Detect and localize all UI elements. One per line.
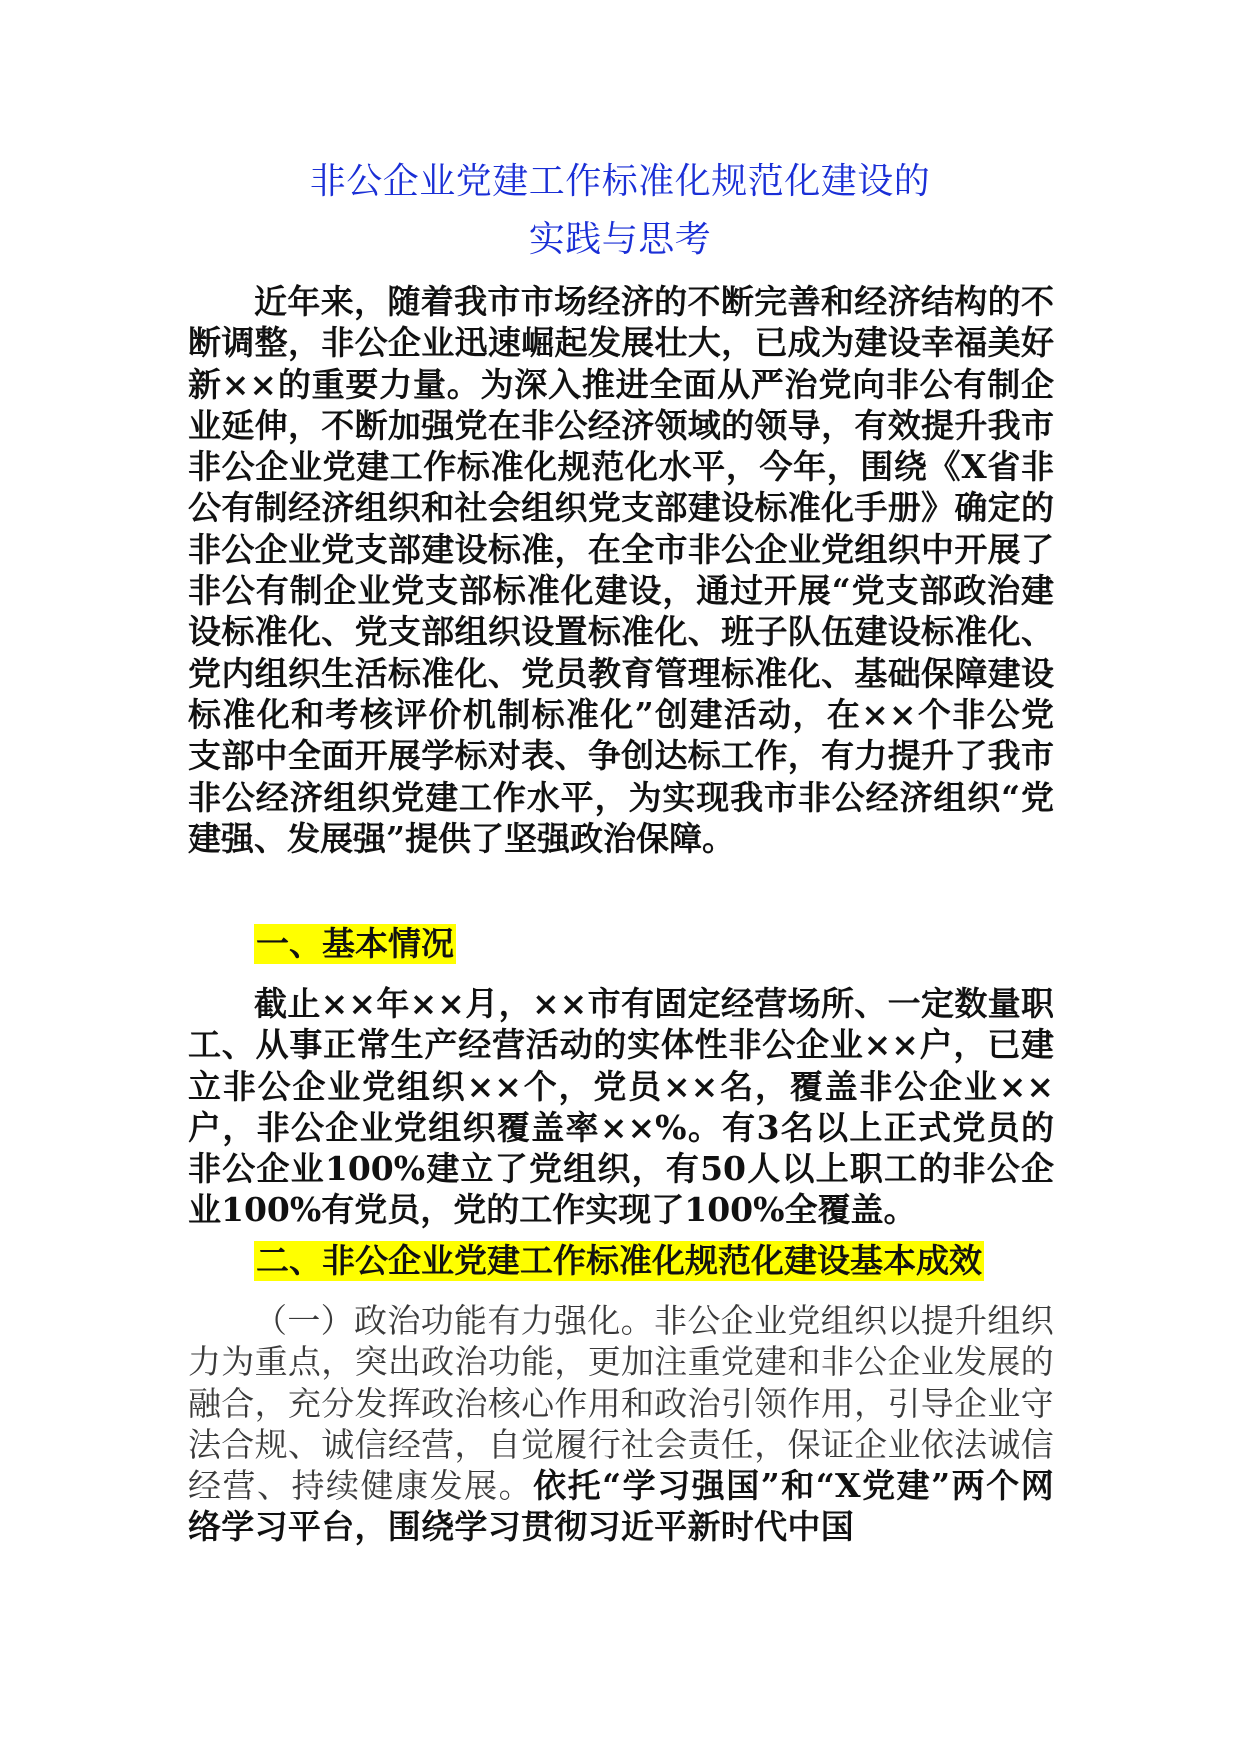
document-title-line-1: 非公企业党建工作标准化规范化建设的 <box>309 161 931 202</box>
document-title-line-2: 实践与思考 <box>528 219 712 260</box>
section-heading-achievements: 二、非公企业党建工作标准化规范化建设基本成效 <box>256 1241 982 1280</box>
learning-platform-text: 依托“学习强国”和“X党建”两个网络学习平台，围绕学习贯彻习近平新时代中国 <box>188 1466 1055 1547</box>
intro-paragraph: 近年来，随着我市市场经济的不断完善和经济结构的不断调整，非公企业迅速崛起发展壮大，已成为建设幸福美好新××的重要力量。为深入推进全面从严治党向非公有制企业延伸，不断加强党在非公经济领域的领导，有效提升我市非公企业党建工作标准化规范化水平，今年，围绕《X省非公有制经济组织和社会组织党支部建设标准化手册》确定的非公企业党支部建设标准，在全市非公企业党组织中开展了非公有制企业党支部标准化建设，通过开展“党支部政治建设标准化、党支部组织设置标准化、班子队伍建设标准化、党内组织生活标准化、党员教育管理标准化、基础保障建设标准化和考核评价机制标准化”创建活动，在××个非公党支部中全面开展学标对表、争创达标工作，有力提升了我市非公经济组织党建工作水平，为实现我市非公经济组织“党建强、发展强”提供了坚强政治保障。 <box>188 282 1054 858</box>
political-function-paragraph <box>188 1300 1054 1548</box>
political-function-text: （一）政治功能有力强化。非公企业党组织以提升组织力为重点，突出政治功能，更加注重党建和非公企业发展的融合，充分发挥政治核心作用和政治引领作用，引导企业守法合规、诚信经营，自觉履行社会责任，保证企业依法诚信经营、持续健康发展。 <box>188 1301 1054 1506</box>
basic-situation-paragraph: 截止××年××月，××市有固定经营场所、一定数量职工、从事正常生产经营活动的实体性非公企业××户，已建立非公企业党组织××个，党员××名，覆盖非公企业××户，非公企业党组织覆盖率××%。有3名以上正式党员的非公企业100%建立了党组织，有50人以上职工的非公企业100%有党员，党的工作实现了100%全覆盖。 <box>188 984 1054 1230</box>
section-heading-basic-situation: 一、基本情况 <box>256 924 454 963</box>
